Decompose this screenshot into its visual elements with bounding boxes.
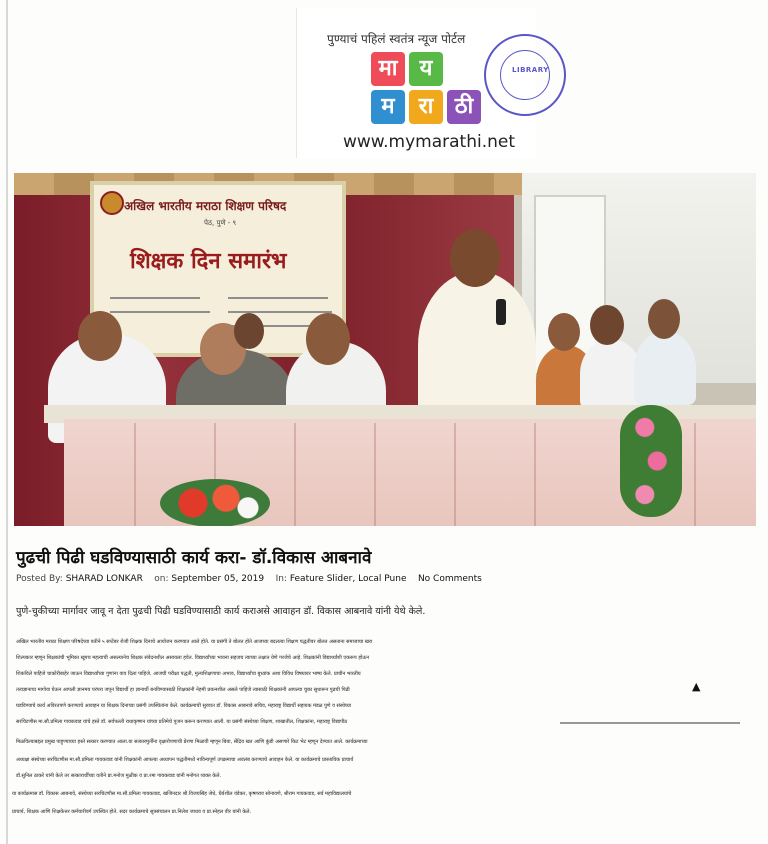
microphone-icon — [496, 299, 506, 325]
logo-tile-text: रा — [418, 94, 434, 119]
masthead-tagline: पुण्याचं पहिलं स्वतंत्र न्यूज पोर्टल — [327, 32, 466, 46]
article-line: डॉ.सुनिल ठाकरे यांनी केले तर सत्कारार्थींच्या वतीने प्रा.मनोज मुळीक व प्रा.रमा गायकवाड यांनी मनोगत व्यक्त केले. — [16, 773, 222, 779]
author-name: SHARAD LONKAR — [65, 574, 143, 584]
banner-organisation: अखिल भारतीय मराठा शिक्षण परिषद — [124, 199, 287, 213]
logo-tile-text: मा — [378, 56, 398, 81]
article-line: अखिल भारतीय मराठा शिक्षण परिषदेच्या वतीने ५ सप्टेंबर रोजी शिक्षक दिनाचे आयोजन करण्यात आले होते. या प्रसंगी ते बोलत होते आजच्या बदलत्या शिक्षण पद्धतीवर बोलत असताना समाजाचा खरा — [16, 639, 373, 645]
article-line: शिकविले पाहिजे चाकोरीबाहेर जाऊन विद्यार्थ्यांच्या गुणांना वाव दिला पाहिजे. आजची परीक्षा पद्धती, मुल्यशिक्षणाचा अभाव, विद्यार्थ्यांचा बुध्यांक अशा विविध विषयावर भाष्य केले. प्राचीन भारतीय — [16, 671, 361, 677]
posted-by-label: Posted By: — [16, 574, 63, 584]
comment-count: No Comments — [417, 574, 482, 584]
stamp-inner-ring — [500, 50, 550, 100]
article-line: प्राचार्य, शिक्षक आणि शिक्षकेत्तर कर्मचारीवर्ग उपस्थित होते. सदर कार्यक्रमाचे सूत्रसंचालन प्रा.निलेश जाधव व प्रा.स्नेहल वीर यांनी केले. — [12, 809, 252, 815]
logo-tile-text: य — [419, 56, 433, 81]
handwritten-caret-mark: ▲ — [692, 680, 701, 693]
logo-tile-ya — [409, 52, 443, 86]
publish-date: September 05, 2019 — [171, 574, 265, 584]
banner-text-line — [110, 297, 200, 299]
article-line: शिल्पकार म्हणून शिक्षकांची भूमिका खूपच महत्वाची असल्यानेच शिक्षक संवेदनशील असायला हवेत. विद्यार्थ्यांच्या भावना सहजच त्याच्या लक्षात येणे गरजेचे आहे. शिक्षकांनी विद्यार्थ्यांशी एकरूप होऊन — [16, 655, 369, 661]
banner-title: शिक्षक दिन समारंभ — [130, 249, 287, 274]
article-line: या कार्यक्रमास डॉ. विकास आबनावे, संस्थेच्या सरचिटणीस मा.सौ.प्रमिला गायकवाड, खजिनदार श्री.विजयसिंह जेधे, धैर्यशील वंडेकर, कृष्णराव सोनावणे, श्रीराम गायकवाड, सर्व महाविद्यालयांचे — [12, 791, 352, 797]
overstrike-mark — [560, 722, 740, 724]
library-stamp — [484, 34, 566, 116]
speaker-head — [450, 229, 500, 287]
logo-tile-text: ठी — [454, 94, 474, 119]
organisation-emblem-icon — [100, 191, 124, 215]
speaker-person — [418, 271, 536, 421]
flower-arrangement — [160, 479, 270, 526]
article-headline: पुढची पिढी घडविण्यासाठी कार्य करा- डॉ.विकास आबनावे — [16, 548, 372, 568]
logo-tile-mha — [371, 90, 405, 124]
article-meta — [16, 574, 482, 584]
guest-head — [648, 299, 680, 339]
banner-text-line — [228, 311, 332, 313]
logo-tile-text: म — [381, 94, 395, 119]
article-line: मिळविल्याबद्दल प्रमुख पाहुण्याच्या हस्ते सत्कार करण्यात आला.या सत्कारमुर्तींना वृक्षारोपणाची प्रेरणा मिळावी म्हणून बिया, सेंद्रिय खत आणि कुंडी असणारे किट भेट म्हणून देण्यात आले. कार्यक्रमाच्या — [16, 739, 368, 745]
article-intro: पुणे-चुकीच्या मार्गावर जावू न देता पुढची पिढी घडविण्यासाठी कार्य कराअसे आवाहन डॉ. विकास आबनावे यांनी येथे केले. — [16, 606, 426, 617]
article-line: सरचिटणीस मा.सौ.प्रमिला गायकवाड यांचे हस्ते डॉ. सर्वपल्ली राधाकृष्णन यांच्या प्रतिमेचे पूजन करून करण्यात आली. या प्रसंगी संस्थेच्या शिक्षण, शाखातील, शिक्षकांना, महाराष्ट्र विद्यापीठ — [16, 719, 348, 725]
scan-edge — [6, 0, 8, 844]
article-line: तत्वज्ञानाचा मागोवा घेऊन आपली ज्ञानमय परंपरा जपून विद्यार्थी हा ज्ञानार्थी बनविण्यासाठी शिक्षकांनी नेहमी प्रयत्नशील असले पाहिजे त्यासाठी शिक्षकांनी आपल्या चुका सुधारून पुढची पिढी — [16, 687, 350, 693]
article-line: अध्यक्षा संस्थेच्या सरचिटणीस मा.सौ.प्रमिला गायकवाड यांनी शिक्षकांनी आपल्या अध्यापन पद्धतीमध्ये नाविन्यपूर्ण उपक्रमाचा अवलंब करण्याचे आवाहन केले. या कार्यक्रमाचे प्रास्ताविक प्राचार्य — [16, 757, 354, 763]
guest-head — [548, 313, 580, 351]
skirt-fold — [694, 423, 696, 526]
banner-subtitle: पेठ, पुणे - ९ — [204, 219, 237, 227]
guest-head — [78, 311, 122, 361]
guest-person — [580, 339, 642, 409]
banner-text-line — [228, 297, 328, 299]
category-label: In: — [275, 574, 287, 584]
guest-head — [590, 305, 624, 345]
skirt-fold — [454, 423, 456, 526]
logo-tile-thi — [447, 90, 481, 124]
stamp-label: LIBRARY — [512, 66, 549, 74]
article-line: घडविण्याचे कार्य अविरतपणे करण्याचे आवाहन या शिक्षक दिनाच्या प्रसंगी उपस्थितांना केले. कार्यक्रमाची सुरवात डॉ. विकास आबनावे सचिव, महाराष्ट्र विद्यार्थी सहायक मंडळ पुणे व संस्थेच्या — [16, 703, 352, 709]
logo-tile-ma — [371, 52, 405, 86]
banner-text-line — [110, 311, 210, 313]
category-list: Feature Slider, Local Pune — [289, 574, 407, 584]
guest-person — [634, 331, 696, 405]
skirt-fold — [534, 423, 536, 526]
skirt-fold — [134, 423, 136, 526]
skirt-fold — [374, 423, 376, 526]
guest-head — [234, 313, 264, 349]
date-label: on: — [154, 574, 169, 584]
skirt-fold — [294, 423, 296, 526]
logo-tile-ra — [409, 90, 443, 124]
guest-head — [306, 313, 350, 365]
site-url: www.mymarathi.net — [343, 132, 516, 152]
event-photo — [14, 173, 756, 526]
flower-bouquet — [620, 405, 682, 517]
